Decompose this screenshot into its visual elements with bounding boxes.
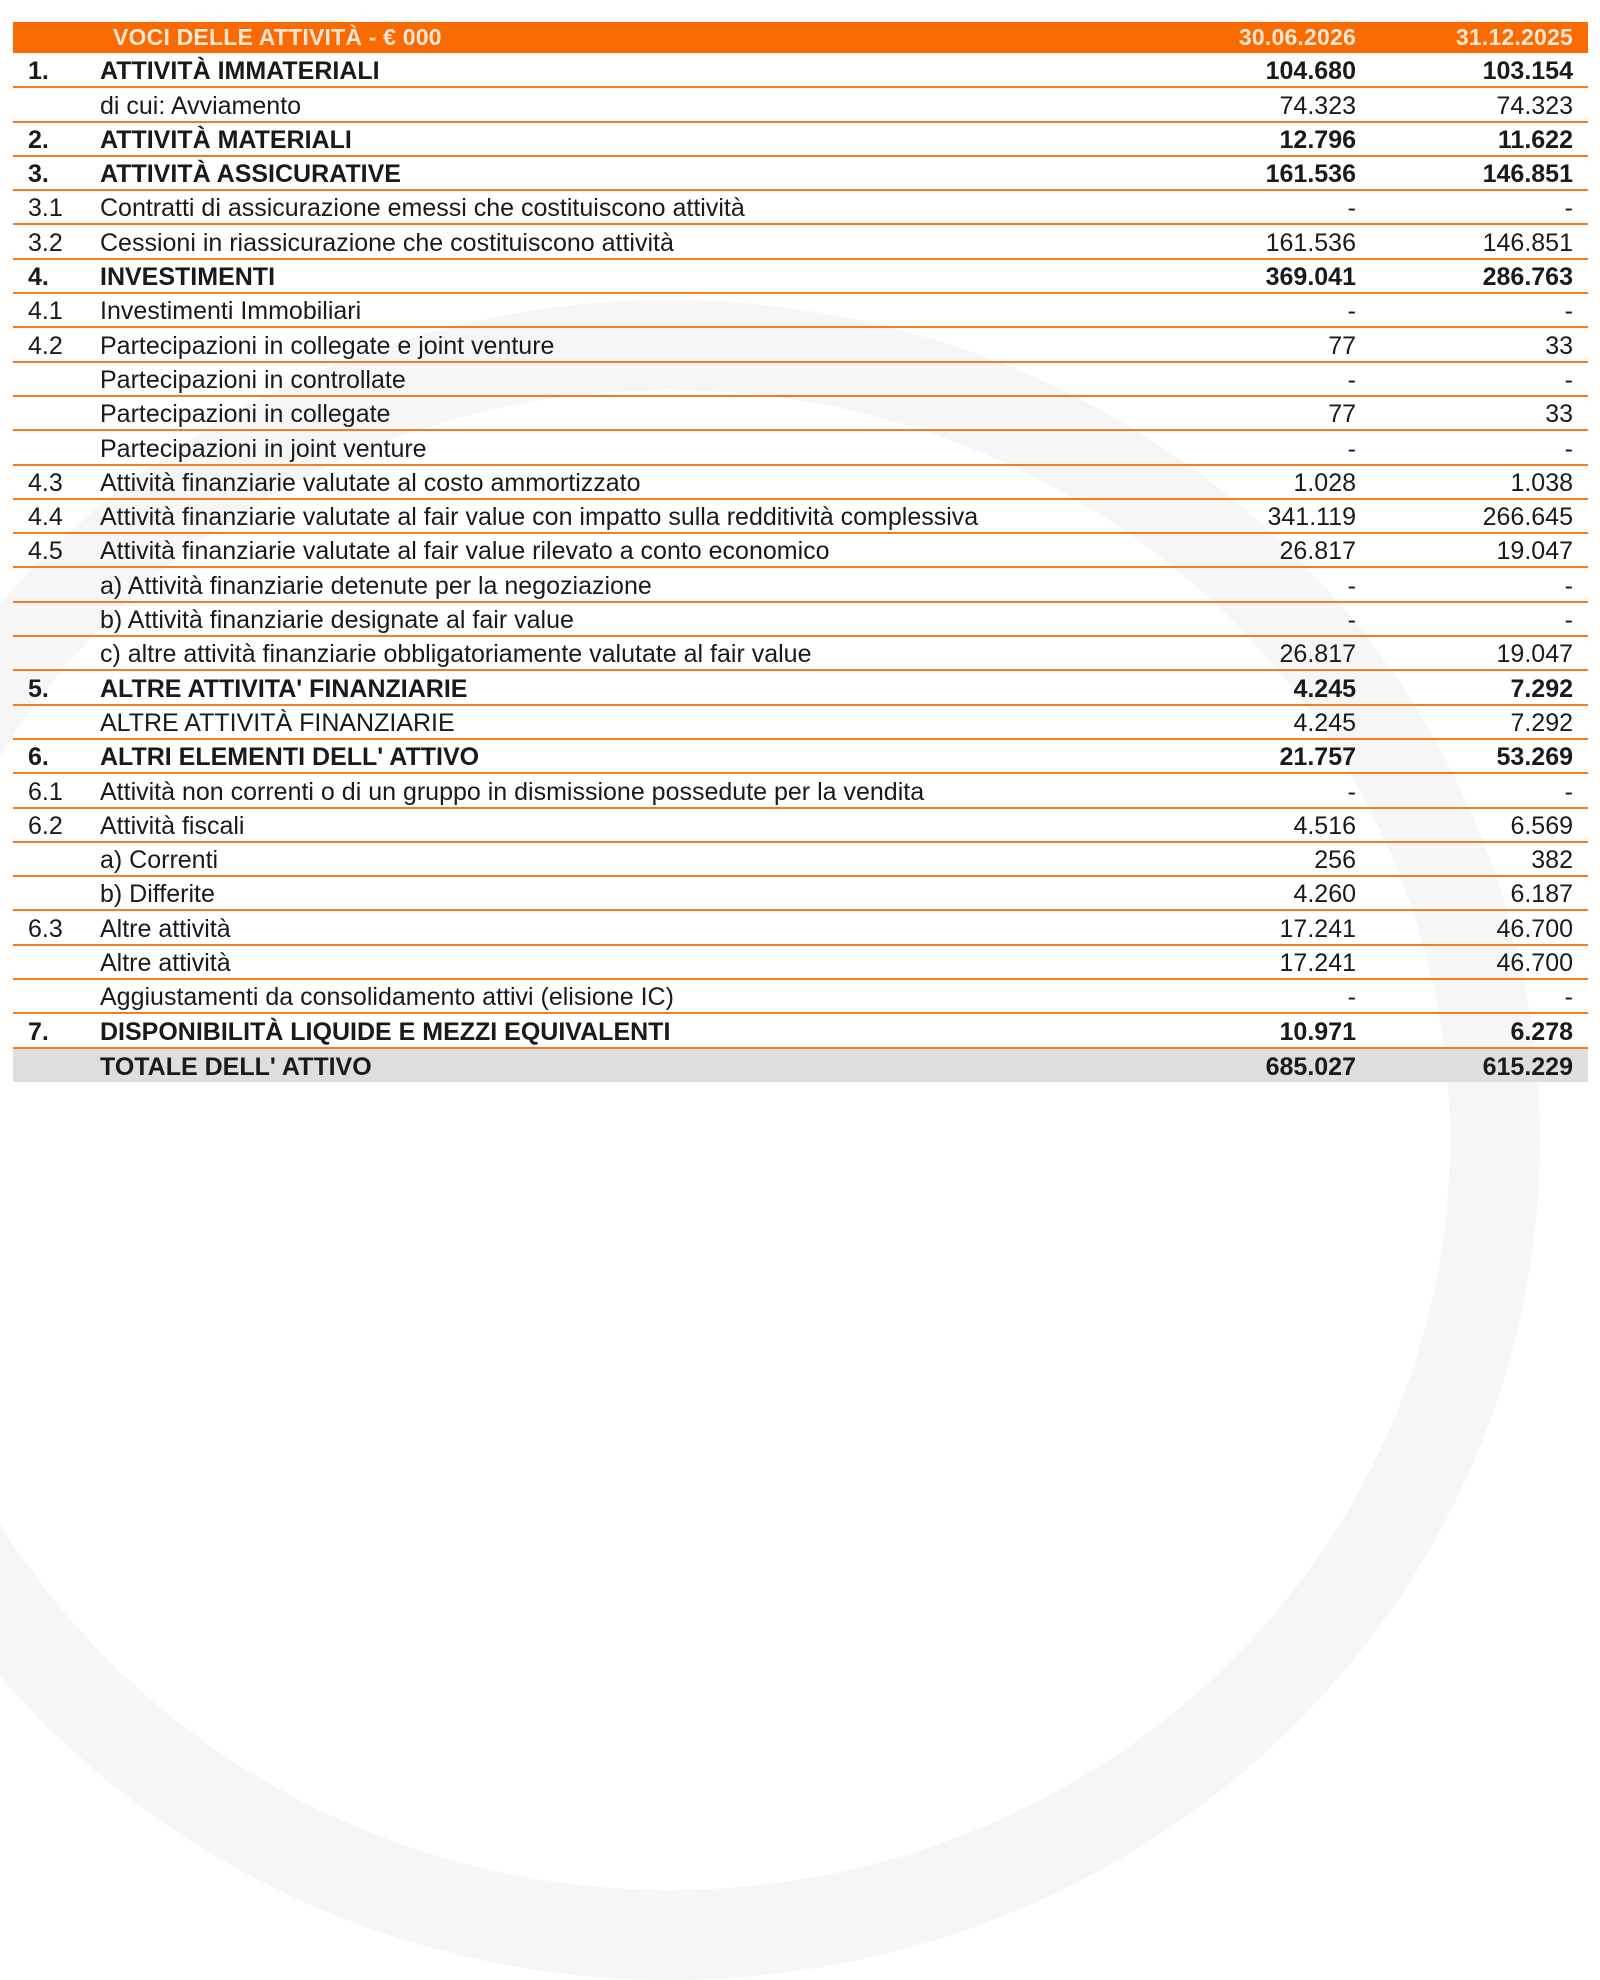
table-row xyxy=(13,362,1588,396)
value-2026: 17.241 xyxy=(1279,914,1356,943)
row-label: c) altre attività finanziarie obbligatoriamente valutate al fair value xyxy=(100,640,812,669)
row-label: b) Attività finanziarie designate al fair value xyxy=(100,606,574,635)
value-2026: - xyxy=(1347,194,1356,223)
row-number xyxy=(13,705,100,739)
value-2025: 19.047 xyxy=(1496,640,1573,669)
value-2026: - xyxy=(1347,606,1356,635)
value-2025: 266.645 xyxy=(1482,503,1573,532)
value-2025: 146.851 xyxy=(1482,160,1573,189)
header-num-cell xyxy=(13,22,100,53)
table-row xyxy=(13,224,1588,258)
value-2025: 7.292 xyxy=(1510,674,1573,703)
row-label: Aggiustamenti da consolidamento attivi (elisione IC) xyxy=(100,983,674,1012)
value-2025: 6.278 xyxy=(1510,1017,1573,1046)
table-row xyxy=(13,87,1588,121)
balance-sheet-assets xyxy=(13,22,1588,1082)
table-row xyxy=(13,705,1588,739)
value-2026: 4.260 xyxy=(1293,880,1356,909)
row-number: 3.1 xyxy=(28,194,63,223)
value-2026: 77 xyxy=(1328,400,1356,429)
row-number: 4.5 xyxy=(28,537,63,566)
value-2025: - xyxy=(1564,777,1573,806)
table-row xyxy=(13,808,1588,842)
row-number: 1. xyxy=(28,57,49,86)
assets-table xyxy=(13,22,1588,1082)
table-row xyxy=(13,156,1588,190)
row-label: b) Differite xyxy=(100,880,215,909)
table-row xyxy=(13,293,1588,327)
value-2026: - xyxy=(1347,777,1356,806)
row-number: 6.3 xyxy=(28,914,63,943)
value-2026: - xyxy=(1347,297,1356,326)
row-number: 4.2 xyxy=(28,331,63,360)
value-2025: 11.622 xyxy=(1497,125,1573,154)
value-2025: 33 xyxy=(1545,400,1573,429)
row-label: ALTRI ELEMENTI DELL' ATTIVO xyxy=(100,743,480,772)
row-number xyxy=(13,636,100,670)
table-row xyxy=(13,533,1588,567)
value-2026: 12.796 xyxy=(1279,125,1356,154)
value-2026: - xyxy=(1347,983,1356,1012)
row-label: a) Attività finanziarie detenute per la negoziazione xyxy=(100,571,652,600)
value-2026: 1.028 xyxy=(1293,468,1356,497)
row-number xyxy=(13,1048,100,1082)
value-2025: 382 xyxy=(1531,846,1573,875)
row-number: 3.2 xyxy=(28,228,63,257)
value-2026: 26.817 xyxy=(1279,537,1356,566)
table-row xyxy=(13,636,1588,670)
table-row xyxy=(13,499,1588,533)
value-2025: - xyxy=(1564,434,1573,463)
value-2026: 685.027 xyxy=(1265,1052,1356,1081)
row-label: Attività finanziarie valutate al fair value con impatto sulla redditività complessiva xyxy=(100,503,979,532)
row-label: Altre attività xyxy=(100,949,231,978)
value-2026: 21.757 xyxy=(1279,743,1356,772)
row-label: a) Correnti xyxy=(100,846,219,875)
table-row xyxy=(13,190,1588,224)
table-row xyxy=(13,945,1588,979)
row-label: ATTIVITÀ MATERIALI xyxy=(100,125,352,154)
total-row xyxy=(13,1048,1588,1082)
row-number xyxy=(13,602,100,636)
table-row xyxy=(13,567,1588,601)
row-number: 4.4 xyxy=(28,503,63,532)
row-label: Investimenti Immobiliari xyxy=(100,297,362,326)
value-2026: 4.245 xyxy=(1293,708,1356,737)
table-row xyxy=(13,396,1588,430)
row-label: ALTRE ATTIVITÀ FINANZIARIE xyxy=(100,708,455,737)
table-row xyxy=(13,53,1588,87)
value-2026: 341.119 xyxy=(1267,503,1356,532)
table-row xyxy=(13,739,1588,773)
value-2026: 161.536 xyxy=(1265,228,1356,257)
value-2026: 4.516 xyxy=(1293,811,1356,840)
row-label: Partecipazioni in joint venture xyxy=(100,434,427,463)
row-label: Altre attività xyxy=(100,914,231,943)
row-number xyxy=(13,87,100,121)
row-label: TOTALE DELL' ATTIVO xyxy=(100,1052,372,1081)
row-label: Partecipazioni in collegate e joint venture xyxy=(100,331,555,360)
row-label: ATTIVITÀ IMMATERIALI xyxy=(100,57,380,86)
row-number: 3. xyxy=(28,160,49,189)
row-number: 5. xyxy=(28,674,49,703)
row-label: ALTRE ATTIVITA' FINANZIARIE xyxy=(100,674,468,703)
value-2025: 1.038 xyxy=(1510,468,1573,497)
row-number: 6.2 xyxy=(28,811,63,840)
header-date-1: 30.06.2026 xyxy=(1238,24,1356,50)
value-2025: - xyxy=(1564,194,1573,223)
table-row xyxy=(13,1013,1588,1047)
row-number: 4.3 xyxy=(28,468,63,497)
row-label: INVESTIMENTI xyxy=(100,263,276,292)
value-2025: 19.047 xyxy=(1496,537,1573,566)
table-row xyxy=(13,876,1588,910)
table-row xyxy=(13,259,1588,293)
value-2025: 33 xyxy=(1545,331,1573,360)
value-2026: - xyxy=(1347,434,1356,463)
value-2025: 103.154 xyxy=(1482,57,1573,86)
row-number: 4.1 xyxy=(28,297,63,326)
row-number xyxy=(13,876,100,910)
row-label: Partecipazioni in collegate xyxy=(100,400,391,429)
row-label: di cui: Avviamento xyxy=(100,91,302,120)
row-label: ATTIVITÀ ASSICURATIVE xyxy=(100,160,401,189)
table-row xyxy=(13,842,1588,876)
row-label: Attività non correnti o di un gruppo in dismissione possedute per la vendita xyxy=(100,777,925,806)
row-number xyxy=(13,979,100,1013)
value-2025: 46.700 xyxy=(1496,914,1573,943)
row-number xyxy=(13,945,100,979)
value-2026: - xyxy=(1347,365,1356,394)
row-number xyxy=(13,430,100,464)
value-2026: 161.536 xyxy=(1265,160,1356,189)
value-2025: - xyxy=(1564,297,1573,326)
row-label: Attività finanziarie valutate al fair value rilevato a conto economico xyxy=(100,537,830,566)
value-2025: 146.851 xyxy=(1482,228,1573,257)
row-number xyxy=(13,567,100,601)
table-row xyxy=(13,465,1588,499)
value-2025: 286.763 xyxy=(1482,263,1573,292)
header-label: VOCI DELLE ATTIVITÀ - € 000 xyxy=(113,24,442,50)
value-2026: 10.971 xyxy=(1279,1017,1356,1046)
value-2026: 256 xyxy=(1314,846,1356,875)
row-label: Partecipazioni in controllate xyxy=(100,365,406,394)
row-number xyxy=(13,842,100,876)
table-row xyxy=(13,122,1588,156)
value-2025: 53.269 xyxy=(1496,743,1573,772)
row-label: Contratti di assicurazione emessi che costituiscono attività xyxy=(100,194,745,223)
value-2025: 74.323 xyxy=(1496,91,1573,120)
row-number xyxy=(13,396,100,430)
value-2026: 77 xyxy=(1328,331,1356,360)
value-2026: 104.680 xyxy=(1265,57,1356,86)
value-2026: - xyxy=(1347,571,1356,600)
row-number: 7. xyxy=(28,1017,49,1046)
row-label: Attività fiscali xyxy=(100,811,245,840)
value-2026: 369.041 xyxy=(1265,263,1356,292)
table-row xyxy=(13,430,1588,464)
table-header-row xyxy=(13,22,1588,53)
header-date-2: 31.12.2025 xyxy=(1455,24,1573,50)
value-2025: 615.229 xyxy=(1482,1052,1573,1081)
table-row xyxy=(13,910,1588,944)
value-2025: 6.569 xyxy=(1510,811,1573,840)
value-2025: 7.292 xyxy=(1510,708,1573,737)
value-2025: 6.187 xyxy=(1510,880,1573,909)
row-number: 4. xyxy=(28,263,49,292)
row-label: Attività finanziarie valutate al costo ammortizzato xyxy=(100,468,641,497)
row-label: Cessioni in riassicurazione che costituiscono attività xyxy=(100,228,674,257)
value-2026: 26.817 xyxy=(1279,640,1356,669)
row-number: 6. xyxy=(28,743,49,772)
table-row xyxy=(13,979,1588,1013)
table-row xyxy=(13,670,1588,704)
value-2025: - xyxy=(1564,365,1573,394)
value-2025: - xyxy=(1564,571,1573,600)
table-row xyxy=(13,602,1588,636)
table-row xyxy=(13,773,1588,807)
value-2026: 74.323 xyxy=(1279,91,1356,120)
row-number: 6.1 xyxy=(28,777,63,806)
row-number: 2. xyxy=(28,125,49,154)
value-2026: 17.241 xyxy=(1279,949,1356,978)
row-number xyxy=(13,362,100,396)
table-row xyxy=(13,327,1588,361)
value-2025: - xyxy=(1564,606,1573,635)
row-label: DISPONIBILITÀ LIQUIDE E MEZZI EQUIVALENTI xyxy=(100,1017,671,1046)
value-2026: 4.245 xyxy=(1293,674,1356,703)
value-2025: - xyxy=(1564,983,1573,1012)
value-2025: 46.700 xyxy=(1496,949,1573,978)
